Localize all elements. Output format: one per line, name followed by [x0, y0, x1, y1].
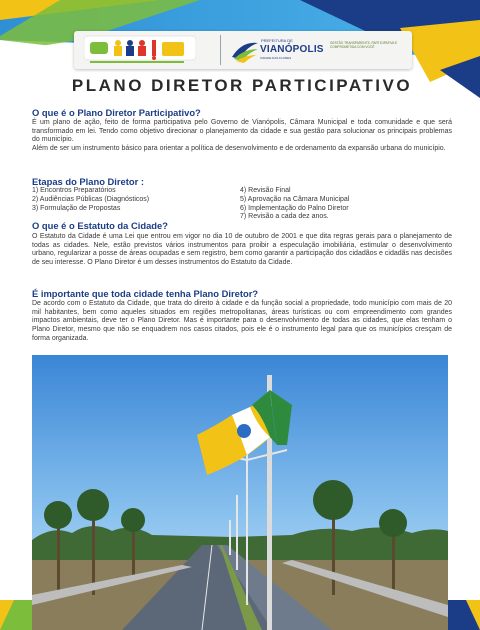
city-tagline: CIDADE DAS FLORES: [260, 56, 292, 60]
section-text-what-is: É um plano de ação, feito de forma participativa pelo Governo de Vianópolis, Câmara Municipal e toda comunidade e que será transformado em lei. Tendo como objetivo direcionar o planejamento da cidade e sua gestão para solucionar os principais problemas do município.: [32, 119, 452, 144]
logo-divider: [220, 35, 221, 65]
stages-left-list: [32, 187, 149, 213]
city-logo: [230, 34, 406, 66]
section-text-statute: O Estatuto da Cidade é uma Lei que entrou em vigor no dia 10 de outubro de 2001 e que dita regras gerais para o planejamento de todas as cidades. Nele, estão previstos vários instrumentos para proibir a especulação imobiliária, estimular o desenvolvimento urbano, regularizar a posse de áreas ocupadas e sem registro, bem como garantir a participação dos cidadãos e cidadãs nas decisões de seu interesse. O Plano Diretor é um desses instrumentos do Estatuto da Cidade.: [32, 233, 452, 267]
list-item: 3) Formulação de Propostas: [32, 204, 121, 212]
page-title: PLANO DIRETOR PARTICIPATIVO: [71, 76, 413, 95]
section-text-importance: De acordo com o Estatuto da Cidade, que trata do direito à cidade e da função social a propriedade, todo município com mais de 20 mil habitantes, bem como aqueles situados em regiões metropolitanas, áreas turísticas ou com empreendimento com grandes impactos ambientais, deve ter o Plano Diretor. Mas é importante para o desenvolvimento de todas as cidades, que elas tenham o Plano Diretor, mesmo que não se enquadrem nos casos citados, pois ele é o instrumento legal para que os municípios cresçam de forma organizada.: [32, 300, 452, 342]
list-item: 2) Audiências Públicas (Diagnósticos): [32, 195, 150, 203]
city-name: VIANÓPOLIS: [260, 44, 324, 55]
logo-bar: [74, 31, 412, 69]
city-street-photo: [32, 355, 448, 630]
city-emblem-icon: [230, 35, 260, 65]
list-item: 7) Revisão a cada dez anos.: [240, 213, 329, 221]
section-title-stages: Etapas do Plano Diretor :: [32, 176, 144, 187]
gestao-text: GESTÃO TRANSPARENTE, PARTICIPATIVA E COMPROMETIDA COM VOCÊ: [330, 41, 398, 49]
participation-logo-icon: [84, 34, 196, 66]
list-item: 6) Implementação do Palno Diretor: [240, 204, 349, 212]
section-title-what-is: O que é o Plano Diretor Participativo?: [32, 107, 201, 118]
city-prefix: PREFEITURA DE: [261, 38, 293, 43]
stages-right-list: [240, 187, 349, 222]
list-item: 5) Aprovação na Câmara Municipal: [240, 195, 350, 203]
section-title-statute: O que é o Estatuto da Cidade?: [32, 220, 168, 231]
footer-decoration: [0, 600, 480, 630]
section-text-what-is-2: Além de ser um instrumento básico para orientar a política de desenvolvimento e de ordenamento da expansão urbana do município.: [32, 145, 446, 152]
page-title-bar: [70, 72, 414, 100]
section-title-importance: É importante que toda cidade tenha Plano Diretor?: [32, 288, 259, 299]
list-item: 4) Revisão Final: [240, 187, 291, 194]
list-item: 1) Encontros Preparatórios: [32, 187, 116, 194]
